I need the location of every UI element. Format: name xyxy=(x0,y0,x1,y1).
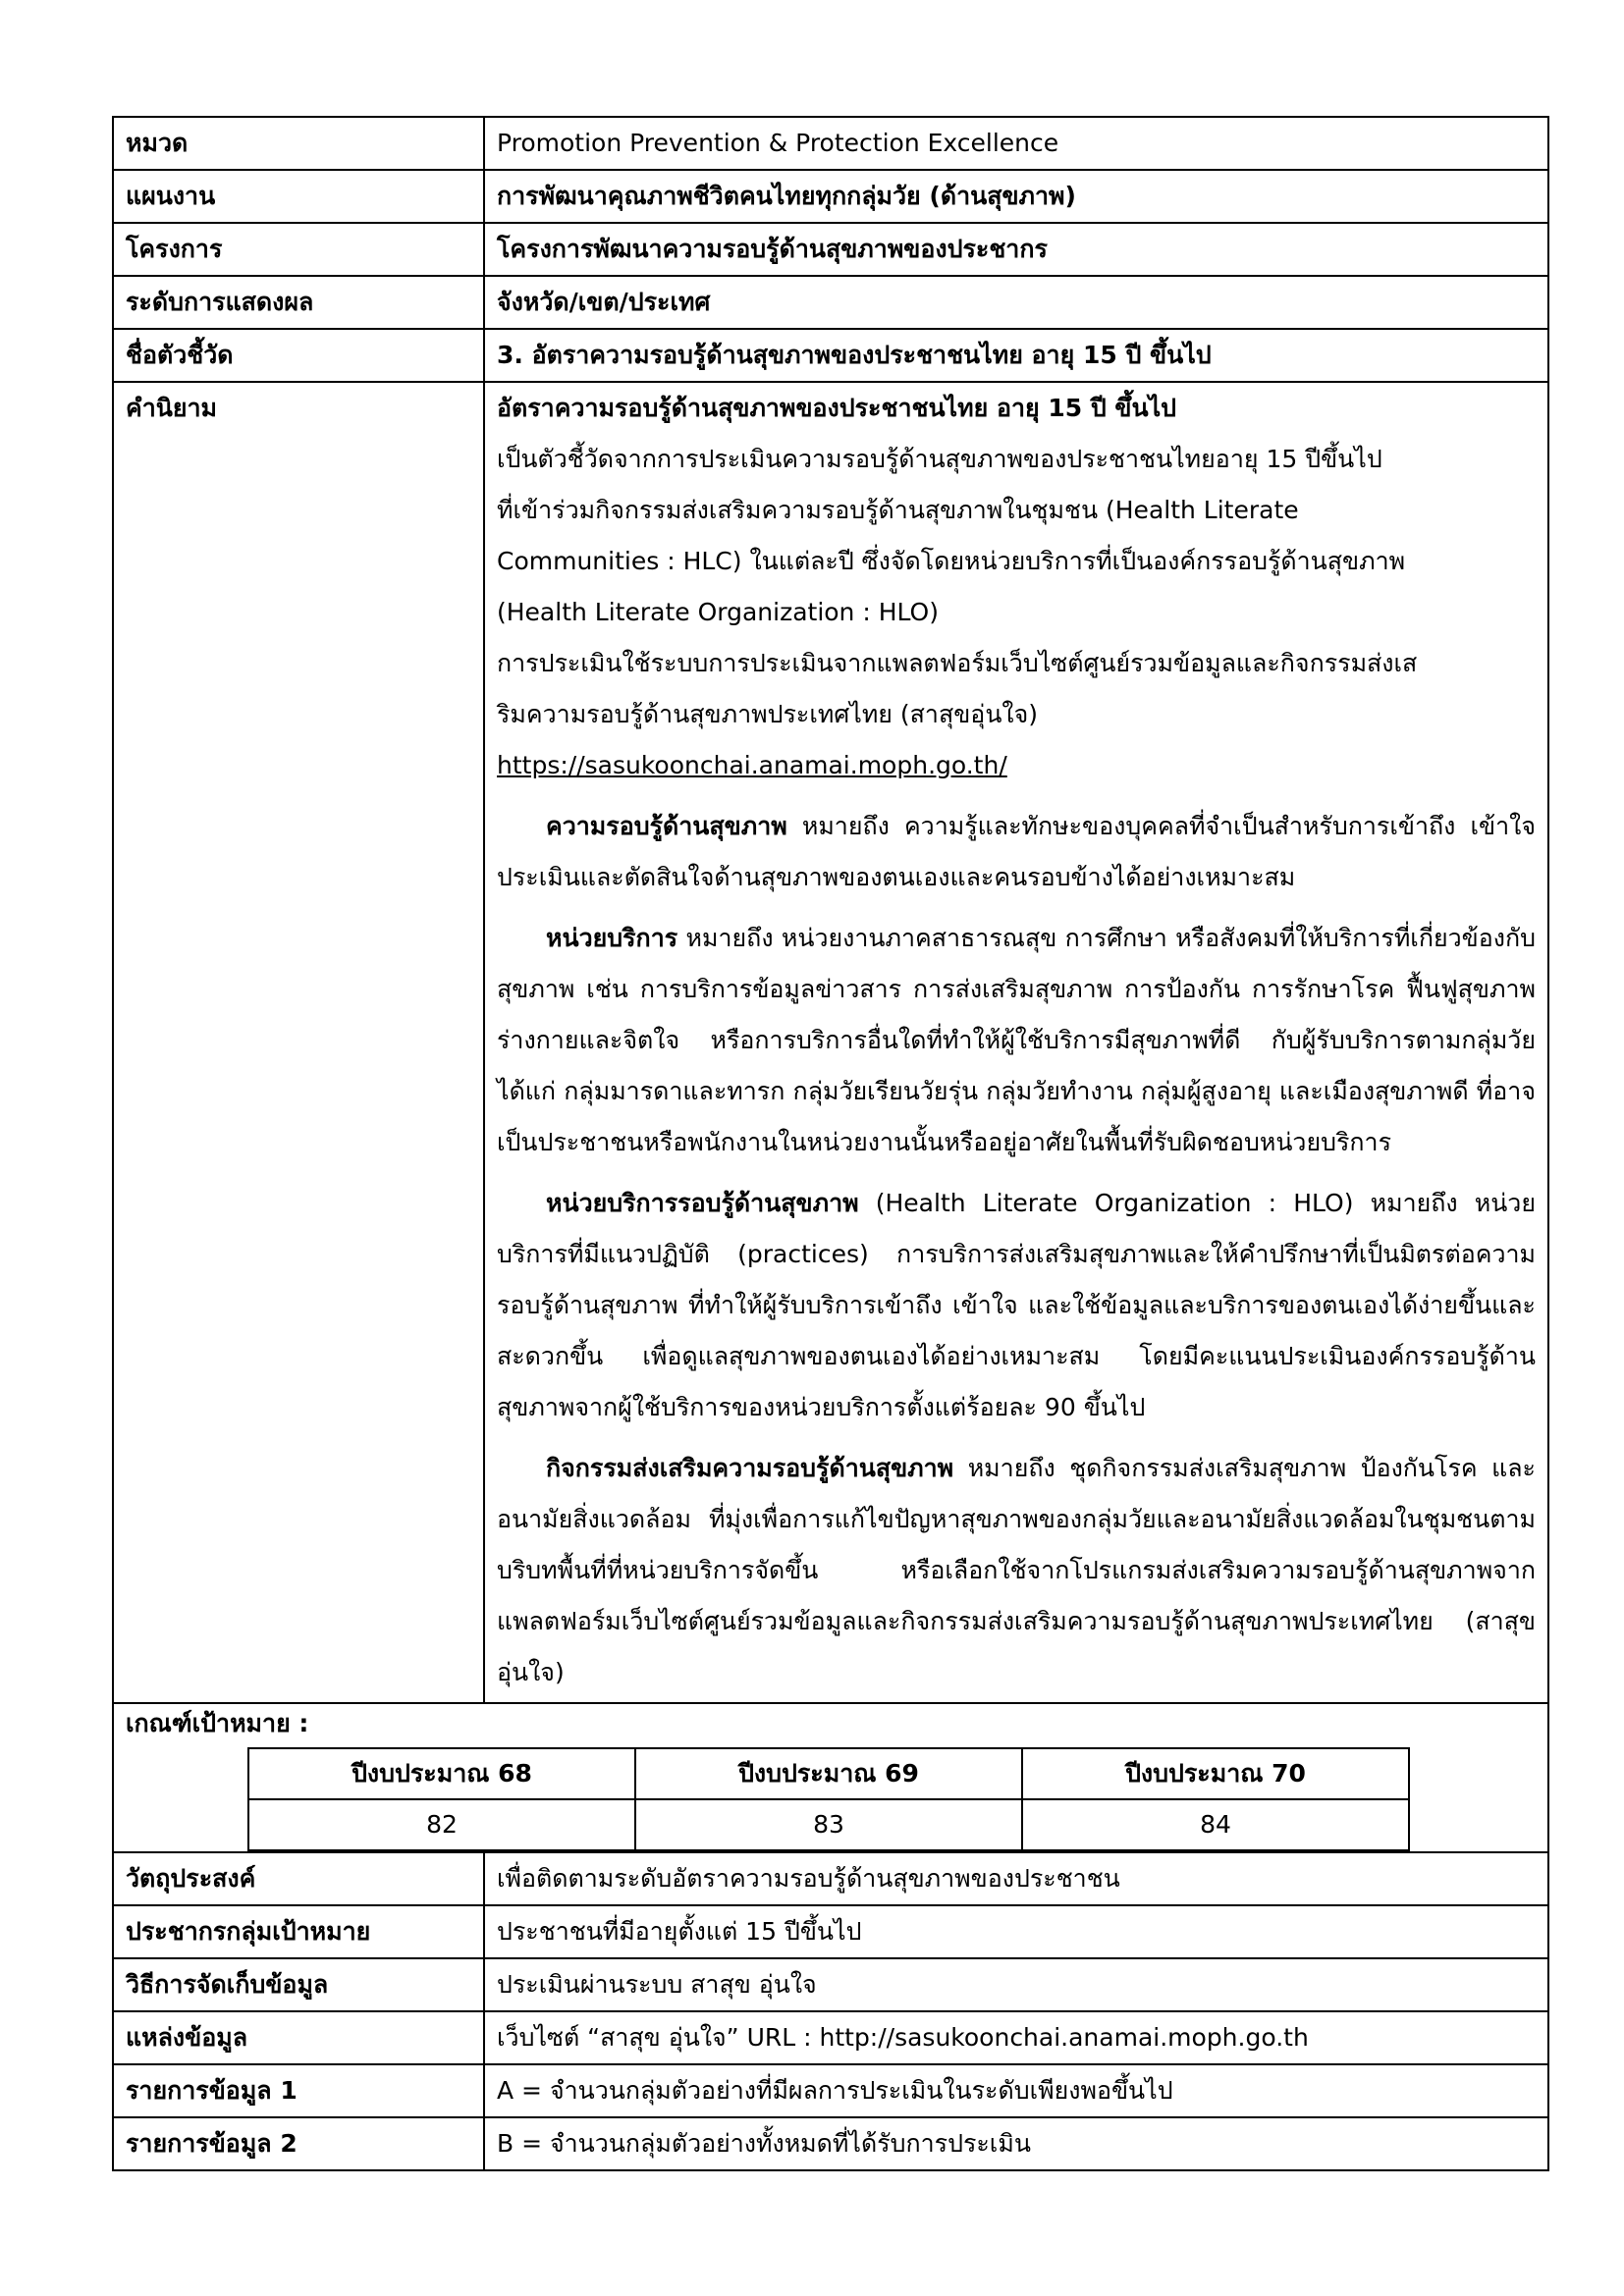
indicator-template-page xyxy=(112,116,1536,2171)
criteria-title: เกณฑ์เป้าหมาย : xyxy=(126,1709,309,1737)
row-target-population xyxy=(113,1905,1548,1958)
row-data-item-2 xyxy=(113,2117,1548,2170)
definition-line: ริมความรอบรู้ด้านสุขภาพประเทศไทย (สาสุขอุ่นใจ) xyxy=(497,700,1039,728)
term-text: หมายถึง หน่วยงานภาคสาธารณสุข การศึกษา หรือสังคมที่ให้บริการที่เกี่ยวข้องกับสุขภาพ เช่น การบริการข้อมูลข่าวสาร การส่งเสริมสุขภาพ การป้องกัน การรักษาโรค ฟื้นฟูสุขภาพร่างกายและจิตใจ หรือการบริการอื่นใดที่ทำให้ผู้ใช้บริการมีสุขภาพที่ดี กับผู้รับบริการตามกลุ่มวัย ได้แก่ กลุ่มมารดาและทารก กลุ่มวัยเรียนวัยรุ่น กลุ่มวัยทำงาน กลุ่มผู้สูงอายุ และเมืองสุขภาพดี ที่อาจเป็นประชาชนหรือพนักงานในหน่วยงานนั้นหรืออยู่อาศัยในพื้นที่รับผิดชอบหน่วยบริการ xyxy=(497,924,1536,1156)
row-data-item-1 xyxy=(113,2064,1548,2117)
target-value: 84 xyxy=(1022,1799,1409,1850)
row-project xyxy=(113,223,1548,276)
criteria-cell xyxy=(113,1703,1548,1852)
target-header-row xyxy=(248,1748,1409,1799)
label-category: หมวด xyxy=(113,117,484,170)
label-display-level: ระดับการแสดงผล xyxy=(113,276,484,329)
row-category xyxy=(113,117,1548,170)
row-criteria xyxy=(113,1703,1548,1852)
label-definition: คำนิยาม xyxy=(113,382,484,1703)
definition-paragraph-service-unit xyxy=(497,913,1536,1168)
value-objective: เพื่อติดตามระดับอัตราความรอบรู้ด้านสุขภาพของประชาชน xyxy=(484,1852,1548,1905)
label-indicator-name: ชื่อตัวชี้วัด xyxy=(113,329,484,382)
target-year-header: ปีงบประมาณ 68 xyxy=(248,1748,635,1799)
row-objective xyxy=(113,1852,1548,1905)
value-definition xyxy=(484,382,1548,1703)
value-data-source: เว็บไซต์ “สาสุข อุ่นใจ” URL : http://sasukoonchai.anamai.moph.go.th xyxy=(484,2011,1548,2064)
label-data-source: แหล่งข้อมูล xyxy=(113,2011,484,2064)
value-indicator-name: 3. อัตราความรอบรู้ด้านสุขภาพของประชาชนไทย อายุ 15 ปี ขึ้นไป xyxy=(484,329,1548,382)
definition-paragraph-activities xyxy=(497,1443,1536,1698)
label-plan: แผนงาน xyxy=(113,170,484,223)
value-target-population: ประชาชนที่มีอายุตั้งแต่ 15 ปีขึ้นไป xyxy=(484,1905,1548,1958)
target-year-header: ปีงบประมาณ 70 xyxy=(1022,1748,1409,1799)
term-label: หน่วยบริการ xyxy=(546,924,678,952)
definition-line: (Health Literate Organization : HLO) xyxy=(497,598,939,626)
value-category: Promotion Prevention & Protection Excellence xyxy=(484,117,1548,170)
target-table xyxy=(247,1747,1410,1851)
row-indicator-name xyxy=(113,329,1548,382)
term-label: หน่วยบริการรอบรู้ด้านสุขภาพ xyxy=(546,1189,859,1217)
value-project: โครงการพัฒนาความรอบรู้ด้านสุขภาพของประชากร xyxy=(484,223,1548,276)
target-value: 82 xyxy=(248,1799,635,1850)
value-data-collection-method: ประเมินผ่านระบบ สาสุข อุ่นใจ xyxy=(484,1958,1548,2011)
label-objective: วัตถุประสงค์ xyxy=(113,1852,484,1905)
term-text: หมายถึง ความรู้และทักษะของบุคคลที่จำเป็นสำหรับการเข้าถึง เข้าใจ ประเมินและตัดสินใจด้านสุขภาพของตนเองและคนรอบข้างได้อย่างเหมาะสม xyxy=(497,812,1536,891)
label-data-item-1: รายการข้อมูล 1 xyxy=(113,2064,484,2117)
value-display-level: จังหวัด/เขต/ประเทศ xyxy=(484,276,1548,329)
term-label: กิจกรรมส่งเสริมความรอบรู้ด้านสุขภาพ xyxy=(546,1454,954,1482)
definition-line: Communities : HLC) ในแต่ละปี ซึ่งจัดโดยหน่วยบริการที่เป็นองค์กรรอบรู้ด้านสุขภาพ xyxy=(497,547,1406,575)
label-project: โครงการ xyxy=(113,223,484,276)
definition-paragraph-health-literacy xyxy=(497,801,1536,903)
definition-paragraph-hlo xyxy=(497,1178,1536,1433)
definition-line: ที่เข้าร่วมกิจกรรมส่งเสริมความรอบรู้ด้านสุขภาพในชุมชน (Health Literate xyxy=(497,496,1299,524)
term-label: ความรอบรู้ด้านสุขภาพ xyxy=(546,812,787,840)
target-value: 83 xyxy=(635,1799,1022,1850)
definition-link[interactable]: https://sasukoonchai.anamai.moph.go.th/ xyxy=(497,751,1007,779)
row-definition xyxy=(113,382,1548,1703)
indicator-table xyxy=(112,116,1549,2171)
definition-line: เป็นตัวชี้วัดจากการประเมินความรอบรู้ด้านสุขภาพของประชาชนไทยอายุ 15 ปีขึ้นไป xyxy=(497,445,1382,473)
row-data-collection-method xyxy=(113,1958,1548,2011)
value-data-item-2: B = จำนวนกลุ่มตัวอย่างทั้งหมดที่ได้รับการประเมิน xyxy=(484,2117,1548,2170)
term-text: (Health Literate Organization : HLO) หมายถึง หน่วยบริการที่มีแนวปฏิบัติ (practices) การบริการส่งเสริมสุขภาพและให้คำปรึกษาที่เป็นมิตรต่อความรอบรู้ด้านสุขภาพ ที่ทำให้ผู้รับบริการเข้าถึง เข้าใจ และใช้ข้อมูลและบริการของตนเองได้ง่ายขึ้นและสะดวกขึ้น เพื่อดูแลสุขภาพของตนเองได้อย่างเหมาะสม โดยมีคะแนนประเมินองค์กรรอบรู้ด้านสุขภาพจากผู้ใช้บริการของหน่วยบริการตั้งแต่ร้อยละ 90 ขึ้นไป xyxy=(497,1189,1536,1421)
target-value-row xyxy=(248,1799,1409,1850)
target-year-header: ปีงบประมาณ 69 xyxy=(635,1748,1022,1799)
row-display-level xyxy=(113,276,1548,329)
value-plan: การพัฒนาคุณภาพชีวิตคนไทยทุกกลุ่มวัย (ด้านสุขภาพ) xyxy=(484,170,1548,223)
definition-heading: อัตราความรอบรู้ด้านสุขภาพของประชาชนไทย อายุ 15 ปี ขึ้นไป xyxy=(497,394,1177,422)
row-data-source xyxy=(113,2011,1548,2064)
definition-line: การประเมินใช้ระบบการประเมินจากแพลตฟอร์มเว็บไซต์ศูนย์รวมข้อมูลและกิจกรรมส่งเส xyxy=(497,649,1418,677)
label-data-item-2: รายการข้อมูล 2 xyxy=(113,2117,484,2170)
label-data-collection-method: วิธีการจัดเก็บข้อมูล xyxy=(113,1958,484,2011)
row-plan xyxy=(113,170,1548,223)
term-text: หมายถึง ชุดกิจกรรมส่งเสริมสุขภาพ ป้องกันโรค และอนามัยสิ่งแวดล้อม ที่มุ่งเพื่อการแก้ไขปัญหาสุขภาพของกลุ่มวัยและอนามัยสิ่งแวดล้อมในชุมชนตามบริบทพื้นที่ที่หน่วยบริการจัดขึ้น หรือเลือกใช้จากโปรแกรมส่งเสริมความรอบรู้ด้านสุขภาพจากแพลตฟอร์มเว็บไซต์ศูนย์รวมข้อมูลและกิจกรรมส่งเสริมความรอบรู้ด้านสุขภาพประเทศไทย (สาสุขอุ่นใจ) xyxy=(497,1454,1536,1686)
value-data-item-1: A = จำนวนกลุ่มตัวอย่างที่มีผลการประเมินในระดับเพียงพอขึ้นไป xyxy=(484,2064,1548,2117)
label-target-population: ประชากรกลุ่มเป้าหมาย xyxy=(113,1905,484,1958)
